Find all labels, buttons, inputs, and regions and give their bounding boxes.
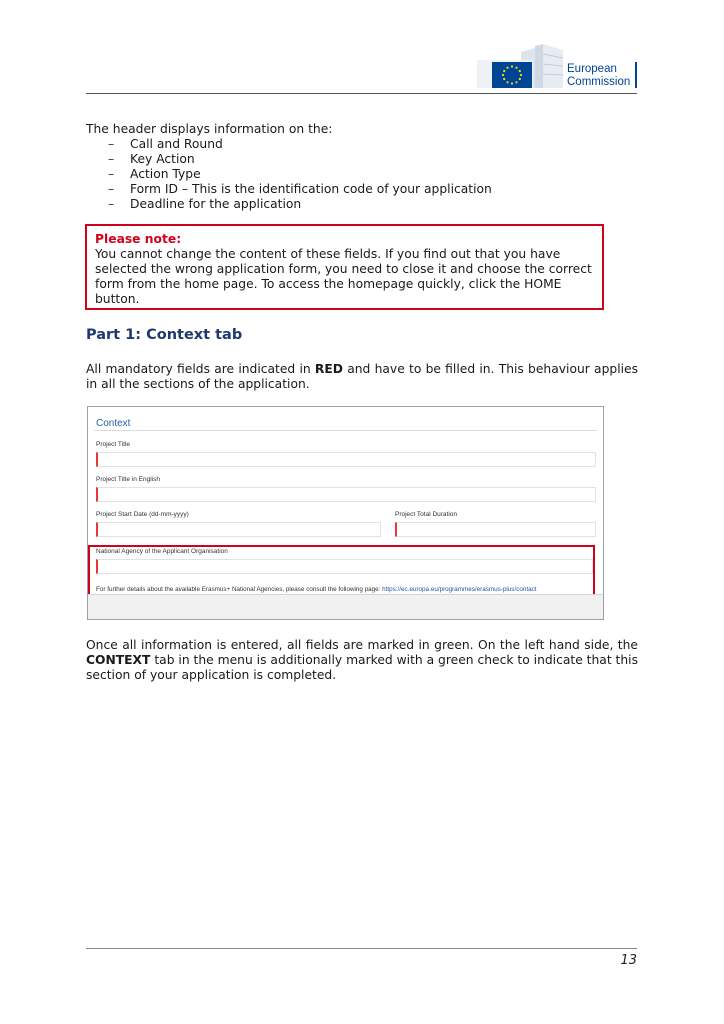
national-agency-label: National Agency of the Applicant Organisation: [96, 548, 228, 555]
national-agency-note: For further details about the available Erasmus+ National Agencies, please consult the following page: https://ec.europa.eu/programmes/erasmus-plus/contact: [96, 586, 537, 593]
form-title-divider: [94, 430, 597, 431]
context-form-screenshot: [87, 406, 604, 620]
european-commission-logo: [477, 44, 637, 90]
dash-bullet: –: [108, 182, 115, 196]
start-date-label: Project Start Date (dd-mm-yyyy): [96, 511, 189, 518]
total-duration-input[interactable]: [395, 522, 596, 537]
mandatory-paragraph: All mandatory fields are indicated in RED and have to be filled in. This behaviour applies in all the sections of the application.: [86, 362, 639, 391]
header-info-list: [86, 137, 646, 212]
dash-bullet: –: [108, 152, 115, 166]
list-item: – Form ID – This is the identification code of your application: [108, 182, 492, 196]
project-title-english-label: Project Title in English: [96, 476, 160, 483]
form-footer-bar: [88, 594, 603, 619]
list-item: – Action Type: [108, 167, 201, 181]
national-agency-select[interactable]: [96, 559, 593, 574]
logo-line-1: European: [567, 63, 617, 75]
logo-line-2: Commission: [567, 76, 631, 88]
dash-bullet: –: [108, 167, 115, 181]
red-keyword: RED: [314, 362, 343, 376]
header-divider: [86, 93, 637, 94]
list-item: – Call and Round: [108, 137, 223, 151]
eu-flag-icon: [477, 44, 567, 90]
intro-lead: The header displays information on the:: [86, 122, 333, 136]
project-title-input[interactable]: [96, 452, 596, 467]
logo-bar: [635, 62, 637, 88]
footer-divider: [86, 948, 637, 949]
note-body: You cannot change the content of these fields. If you find out that you have selected the wrong application form, you need to close it and choose the correct form from the home page. To access the homepage quickly, click the HOME button.: [95, 247, 592, 306]
logo-text: [567, 63, 630, 89]
list-item: – Key Action: [108, 152, 195, 166]
completion-paragraph: Once all information is entered, all fields are marked in green. On the left hand side, the CONTEXT tab in the menu is additionally marked with a green check to indicate that this section of your application is completed.: [86, 638, 638, 682]
page-number: 13: [620, 953, 637, 968]
total-duration-label: Project Total Duration: [395, 511, 458, 518]
project-title-english-input[interactable]: [96, 487, 596, 502]
list-item: – Deadline for the application: [108, 197, 302, 211]
form-title: Context: [96, 418, 131, 429]
start-date-input[interactable]: [96, 522, 381, 537]
intro-section: [86, 122, 646, 212]
please-note-box: [85, 224, 604, 310]
project-title-label: Project Title: [96, 441, 130, 448]
dash-bullet: –: [108, 137, 115, 151]
dash-bullet: –: [108, 197, 115, 211]
section-heading: Part 1: Context tab: [86, 327, 243, 343]
context-keyword: CONTEXT: [86, 653, 151, 667]
note-title: Please note:: [95, 232, 182, 246]
national-agency-link[interactable]: https://ec.europa.eu/programmes/erasmus-plus/contact: [382, 586, 537, 593]
